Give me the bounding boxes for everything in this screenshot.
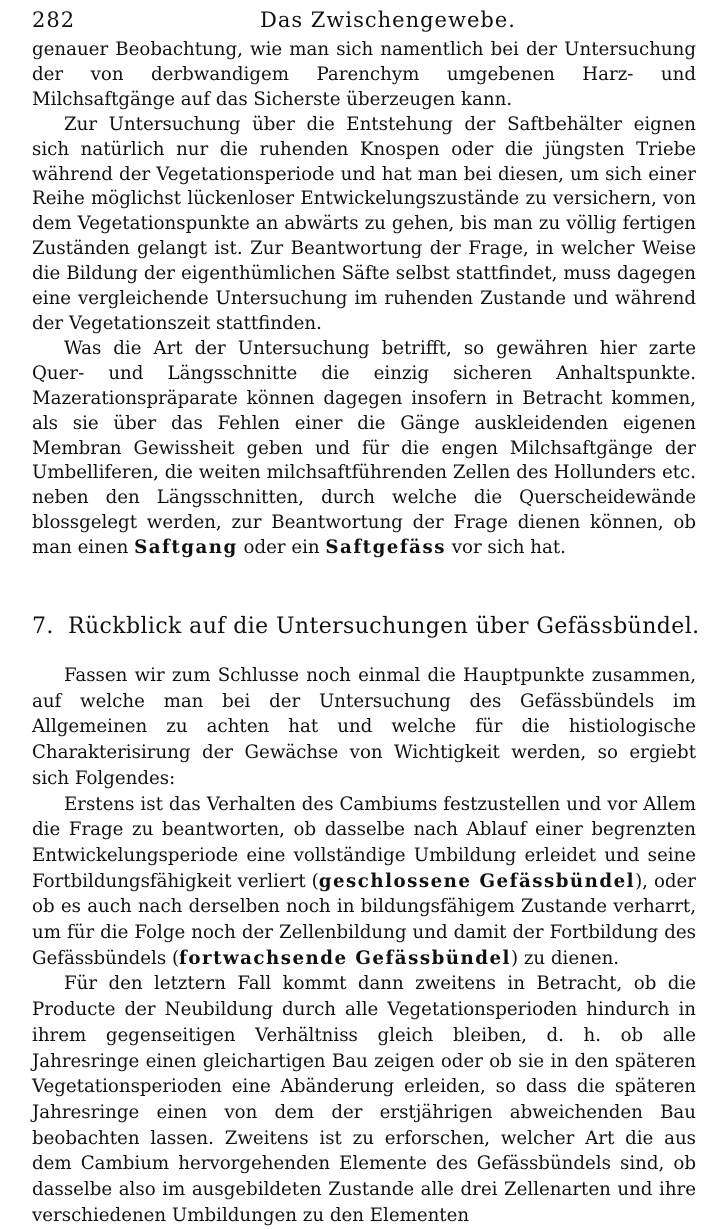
paragraph-text: Was die Art der Untersuchung betrifft, so gewähren hier zarte Quer- und Längsschnitte die einzig sicheren Anhaltspunkte. Mazerationspräparate können dagegen insofern in Betracht kommen, als sie über das Fehlen einer die Gänge auskleidenden eigenen Membran Gewissheit geben und für die engen Milchsaftgänge der Umbelliferen, die weiten milchsaftführenden Zellen des Hollunders etc. neben den Längsschnitten, durch welche die Querscheidewände blossgelegt werden, zur Beantwortung der Frage dienen können, ob man einen <box>32 337 696 559</box>
book-page <box>32 8 700 1229</box>
paragraph-text: vor sich hat. <box>445 537 566 559</box>
emphasis-term: Saftgefäss <box>325 537 446 559</box>
paragraph-saftbehaelter: Zur Untersuchung über die Entstehung der Saftbehälter eignen sich natürlich nur die ruhenden Knospen oder die jüngsten Triebe während der Vegetationsperiode und hat man bei diesen, um sich einer Reihe möglichst lückenloser Entwickelungszustände zu versichern, von dem Vegetationspunkte an abwärts zu gehen, bis man zu völlig fertigen Zuständen gelangt ist. Zur Beantwortung der Frage, in welcher Weise die Bildung der eigenthümlichen Säfte selbst stattfindet, muss dagegen eine vergleichende Untersuchung im ruhenden Zustande und während der Vegetationszeit stattfinden. <box>32 113 696 334</box>
running-title: Das Zwischengewebe. <box>260 8 516 32</box>
paragraph-untersuchung-art <box>32 337 696 561</box>
paragraph-text: ), oder ob es auch nach derselben noch in bildungsfähigem Zustande verharrt, um für die Folge noch der Zellenbildung und damit der Fortbildung des Gefässbündels ( <box>32 870 696 969</box>
emphasis-term: geschlossene Gefässbündel <box>318 870 636 892</box>
emphasis-term: fortwachsende Gefässbündel <box>179 947 511 969</box>
paragraph-text: ) zu dienen. <box>510 947 620 969</box>
section-heading <box>32 613 700 641</box>
text-block-lower <box>32 663 696 1228</box>
emphasis-term: Saftgang <box>134 537 238 559</box>
paragraph-erstens <box>32 792 696 972</box>
section-number: 7. <box>32 614 54 640</box>
text-block-upper <box>32 38 696 561</box>
paragraph-zweitens: Für den letztern Fall kommt dann zweitens in Betracht, ob die Producte der Neubildung durch alle Vegetationsperioden hindurch in ihrem gegenseitigen Verhältniss gleich bleiben, d. h. ob alle Jahresringe einen gleichartigen Bau zeigen oder ob sie in den späteren Vegetationsperioden eine Abänderung erleiden, so dass die späteren Jahresringe einen von dem der erstjährigen abweichenden Bau beobachten lassen. Zweitens ist zu erforschen, welcher Art die aus dem Cambium hervorgehenden Elemente des Gefässbündels sind, ob dasselbe also im ausgebildeten Zustande alle drei Zellenarten und ihre verschiedenen Umbildungen zu den Elementen <box>32 973 696 1226</box>
paragraph-continuation: genauer Beobachtung, wie man sich namentlich bei der Untersuchung der von derbwandigem Parenchym umgebenen Harz- und Milchsaftgänge auf das Sicherste überzeugen kann. <box>32 39 696 110</box>
paragraph-text: oder ein <box>237 537 326 559</box>
paragraph-hauptpunkte: Fassen wir zum Schlusse noch einmal die Hauptpunkte zusammen, auf welche man bei der Untersuchung des Gefässbündels im Allgemeinen zu achten hat und welche für die histiologische Charakterisirung der Gewächse von Wichtigkeit werden, so ergiebt sich Folgendes: <box>32 665 696 789</box>
running-head <box>32 8 696 38</box>
page-number: 282 <box>32 8 76 32</box>
paragraph-text: Erstens ist das Verhalten des Cambiums festzustellen und vor Allem die Frage zu beantworten, ob dasselbe nach Ablauf einer begrenzten Entwickelungsperiode eine vollständige Umbildung erleidet und seine Fortbildungsfähigkeit verliert ( <box>32 793 696 892</box>
section-title: Rückblick auf die Untersuchungen über Gefässbündel. <box>68 614 700 640</box>
